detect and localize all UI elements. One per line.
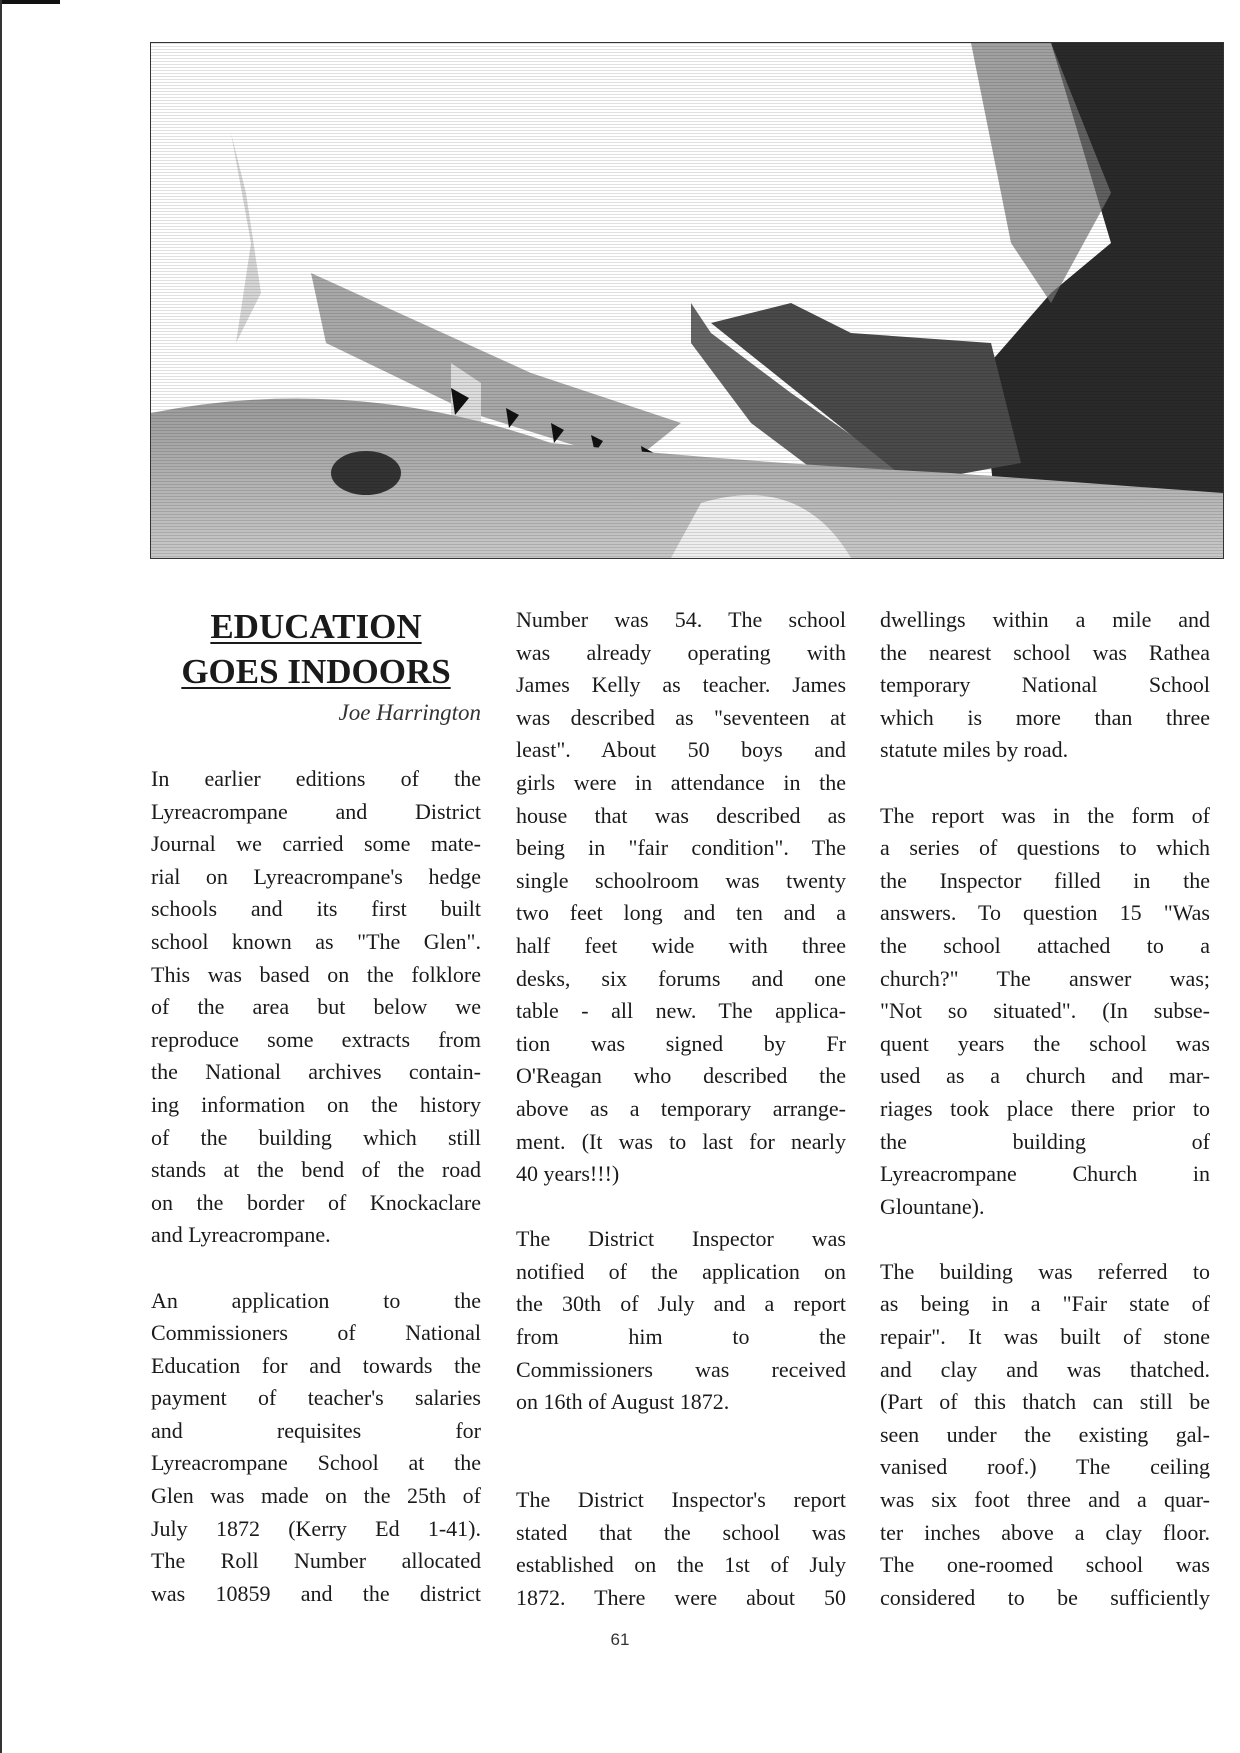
text-line: was 10859 and the district	[151, 1580, 481, 1606]
text-line: James Kelly as teacher. James	[516, 672, 846, 698]
paragraph	[880, 800, 1210, 1224]
text-line: school known as "The Glen".	[151, 928, 481, 954]
text-line: established on the 1st of July	[516, 1552, 846, 1578]
text-line: The one-roomed school was	[880, 1552, 1210, 1578]
text-line: reproduce some extracts from	[151, 1026, 481, 1052]
text-line: notified of the application on	[516, 1258, 846, 1284]
paragraph-spacer	[880, 767, 1210, 800]
text-line: single schoolroom was twenty	[516, 867, 846, 893]
paragraph	[516, 1484, 846, 1614]
text-line: was six foot three and a quar-	[880, 1487, 1210, 1513]
text-line: two feet long and ten and a	[516, 900, 846, 926]
paragraph-spacer	[516, 1451, 846, 1484]
text-line: Education for and towards the	[151, 1352, 481, 1378]
text-line: Commissioners of National	[151, 1320, 481, 1346]
text-line: Journal we carried some mate-	[151, 831, 481, 857]
text-line: of the building which still	[151, 1124, 481, 1150]
text-line: 1872. There were about 50	[516, 1584, 846, 1610]
title-line: EDUCATION	[210, 607, 422, 646]
title-line: GOES INDOORS	[181, 652, 451, 691]
text-line: the nearest school was Rathea	[880, 639, 1210, 665]
text-line: ter inches above a clay floor.	[880, 1519, 1210, 1545]
text-line: tion was signed by Fr	[516, 1030, 846, 1056]
text-line: table - all new. The applica-	[516, 998, 846, 1024]
text-line: was already operating with	[516, 639, 846, 665]
text-line: was described as "seventeen at	[516, 704, 846, 730]
text-line: ing information on the history	[151, 1091, 481, 1117]
text-line: the school attached to a	[880, 932, 1210, 958]
text-line: "Not so situated". (In subse-	[880, 998, 1210, 1024]
text-line: stands at the bend of the road	[151, 1157, 481, 1183]
text-line: vanised roof.) The ceiling	[880, 1454, 1210, 1480]
text-line: of the area but below we	[151, 994, 481, 1020]
text-line: ment. (It was to last for nearly	[516, 1128, 846, 1154]
paragraph	[516, 604, 846, 1191]
text-line: church?" The answer was;	[880, 965, 1210, 991]
text-line: used as a church and mar-	[880, 1063, 1210, 1089]
text-line: which is more than three	[880, 704, 1210, 730]
text-line: An application to the	[151, 1287, 481, 1313]
text-line: as being in a "Fair state of	[880, 1291, 1210, 1317]
text-line: least". About 50 boys and	[516, 737, 846, 763]
article-author: Joe Harrington	[338, 700, 481, 725]
text-line: and requisites for	[151, 1417, 481, 1443]
text-line: The District Inspector's report	[516, 1487, 846, 1513]
text-line: schools and its first built	[151, 896, 481, 922]
text-line: the National archives contain-	[151, 1059, 481, 1085]
text-line: (Part of this thatch can still be	[880, 1389, 1210, 1415]
paragraph	[880, 1256, 1210, 1615]
text-line: The report was in the form of	[880, 802, 1210, 828]
text-line: the building of	[880, 1128, 1210, 1154]
text-line: Lyreacrompane and District	[151, 798, 481, 824]
text-line: dwellings within a mile and	[880, 607, 1210, 632]
text-line: being in "fair condition". The	[516, 835, 846, 861]
text-line: stated that the school was	[516, 1519, 846, 1545]
text-line: answers. To question 15 "Was	[880, 900, 1210, 926]
text-line: repair". It was built of stone	[880, 1324, 1210, 1350]
paragraph-spacer	[516, 1191, 846, 1224]
scan-edge-line	[0, 0, 2, 1753]
page-number: 61	[610, 1630, 630, 1649]
text-line: Commissioners was received	[516, 1356, 846, 1382]
text-line: temporary National School	[880, 672, 1210, 698]
school-building-photo	[150, 42, 1224, 559]
text-line: house that was described as	[516, 802, 846, 828]
text-line: statute miles by road.	[880, 737, 1069, 763]
paragraph	[151, 763, 481, 1252]
paragraph-spacer	[516, 1419, 846, 1452]
text-line: Number was 54. The school	[516, 607, 846, 632]
text-line: The District Inspector was	[516, 1226, 846, 1252]
text-line: This was based on the folklore	[151, 961, 481, 987]
text-line: desks, six forums and one	[516, 965, 846, 991]
paragraph	[880, 604, 1210, 767]
paragraph	[151, 1285, 481, 1611]
text-line: The building was referred to	[880, 1258, 1210, 1284]
text-line: on 16th of August 1872.	[516, 1389, 730, 1415]
text-line: above as a temporary arrange-	[516, 1095, 846, 1121]
text-line: quent years the school was	[880, 1030, 1210, 1056]
text-line: Glountane).	[880, 1193, 985, 1219]
text-column-1	[151, 763, 481, 1610]
text-column-3	[880, 604, 1210, 1614]
text-line: a series of questions to which	[880, 835, 1210, 861]
article-title	[151, 604, 481, 694]
text-line: the 30th of July and a report	[516, 1291, 846, 1317]
text-line: payment of teacher's salaries	[151, 1385, 481, 1411]
text-line: girls were in attendance in the	[516, 769, 846, 795]
text-line: the Inspector filled in the	[880, 867, 1210, 893]
text-line: Lyreacrompane School at the	[151, 1450, 481, 1476]
text-line: rial on Lyreacrompane's hedge	[151, 863, 481, 889]
text-line: riages took place there prior to	[880, 1095, 1210, 1121]
text-line: 40 years!!!)	[516, 1161, 620, 1187]
scan-corner-mark	[0, 0, 60, 4]
text-line: The Roll Number allocated	[151, 1548, 481, 1574]
paragraph	[516, 1223, 846, 1419]
text-line: and clay and was thatched.	[880, 1356, 1210, 1382]
paragraph-spacer	[880, 1223, 1210, 1256]
text-line: O'Reagan who described the	[516, 1063, 846, 1089]
text-line: seen under the existing gal-	[880, 1421, 1210, 1447]
text-column-2	[516, 604, 846, 1614]
text-line: In earlier editions of the	[151, 766, 481, 791]
text-line: July 1872 (Kerry Ed 1-41).	[151, 1515, 481, 1541]
paragraph-spacer	[151, 1252, 481, 1285]
text-line: and Lyreacrompane.	[151, 1222, 331, 1248]
text-line: Lyreacrompane Church in	[880, 1161, 1210, 1187]
text-line: Glen was made on the 25th of	[151, 1483, 481, 1509]
text-line: half feet wide with three	[516, 932, 846, 958]
text-line: from him to the	[516, 1324, 846, 1350]
text-line: on the border of Knockaclare	[151, 1189, 481, 1215]
text-line: considered to be sufficiently	[880, 1584, 1210, 1610]
